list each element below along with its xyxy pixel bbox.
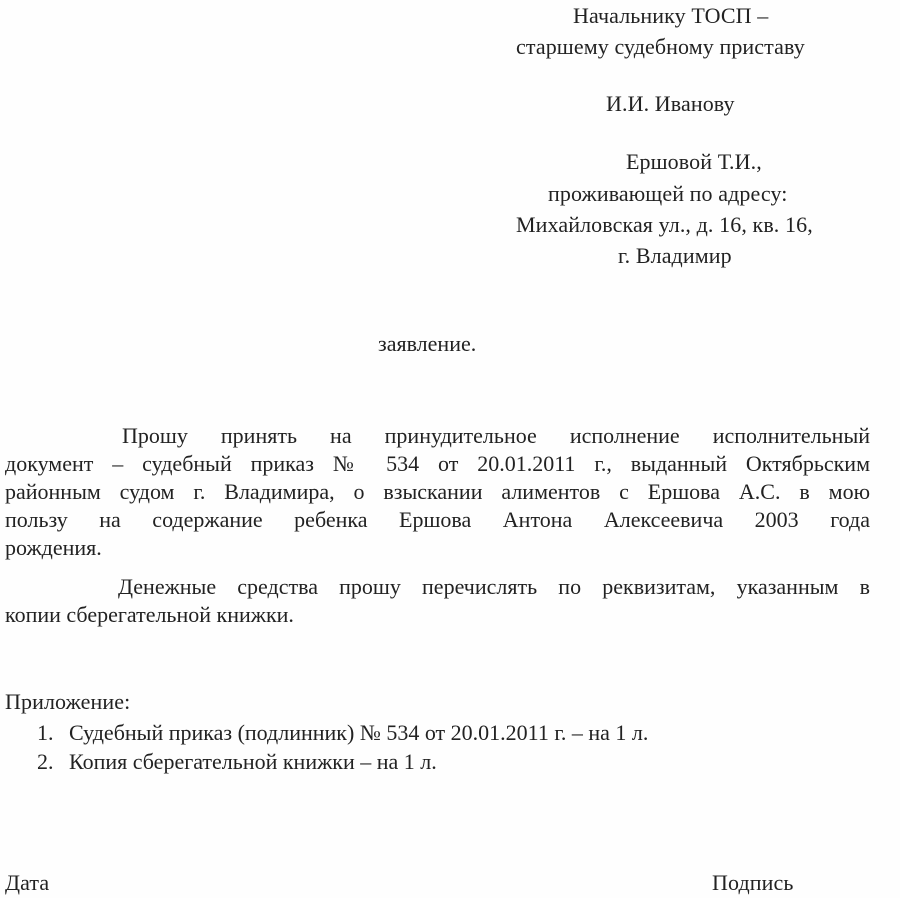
sender-address-city: г. Владимир	[618, 243, 732, 268]
attachment-item-1-number: 1.	[37, 720, 54, 745]
request-paragraph	[5, 422, 870, 562]
request-line-4-text: пользу на содержание ребенка Ершова Антона Алексеевича 2003 года	[5, 507, 870, 532]
sender-name: Ершовой Т.И.,	[626, 149, 762, 174]
attachment-item-1	[37, 719, 648, 747]
request-line-2	[5, 450, 870, 478]
payment-line-1	[5, 573, 870, 601]
request-line-3-text: районным судом г. Владимира, о взыскании алиментов с Ершова А.С. в мою	[5, 479, 870, 504]
recipient-position-line: старшему судебному приставу	[516, 34, 805, 59]
sender-address-label: проживающей по адресу:	[548, 181, 788, 206]
attachment-item-2	[37, 748, 437, 776]
recipient-title-line: Начальнику ТОСП –	[573, 3, 769, 28]
attachment-item-1-text: Судебный приказ (подлинник) № 534 от 20.01.2011 г. – на 1 л.	[69, 720, 649, 745]
payment-paragraph	[5, 573, 870, 629]
request-line-3	[5, 478, 870, 506]
request-line-5-text: рождения.	[5, 535, 102, 560]
attachment-item-2-text: Копия сберегательной книжки – на 1 л.	[69, 749, 437, 774]
recipient-name: И.И. Иванову	[606, 91, 735, 116]
document-title: заявление.	[378, 331, 477, 356]
attachment-item-2-number: 2.	[37, 749, 54, 774]
payment-line-2-text: копии сберегательной книжки.	[5, 602, 294, 627]
request-line-5	[5, 534, 870, 562]
request-line-1-text: Прошу принять на принудительное исполнение исполнительный	[122, 423, 870, 448]
attachments-heading: Приложение:	[5, 689, 131, 714]
sender-address-street: Михайловская ул., д. 16, кв. 16,	[516, 212, 813, 237]
payment-line-1-text: Денежные средства прошу перечислять по реквизитам, указанным в	[118, 574, 870, 599]
request-line-4	[5, 506, 870, 534]
request-line-1	[5, 422, 870, 450]
request-line-2-text: документ – судебный приказ № 534 от 20.01.2011 г., выданный Октябрьским	[5, 451, 870, 476]
date-label: Дата	[5, 870, 50, 895]
payment-line-2	[5, 601, 870, 629]
signature-label: Подпись	[712, 870, 794, 895]
